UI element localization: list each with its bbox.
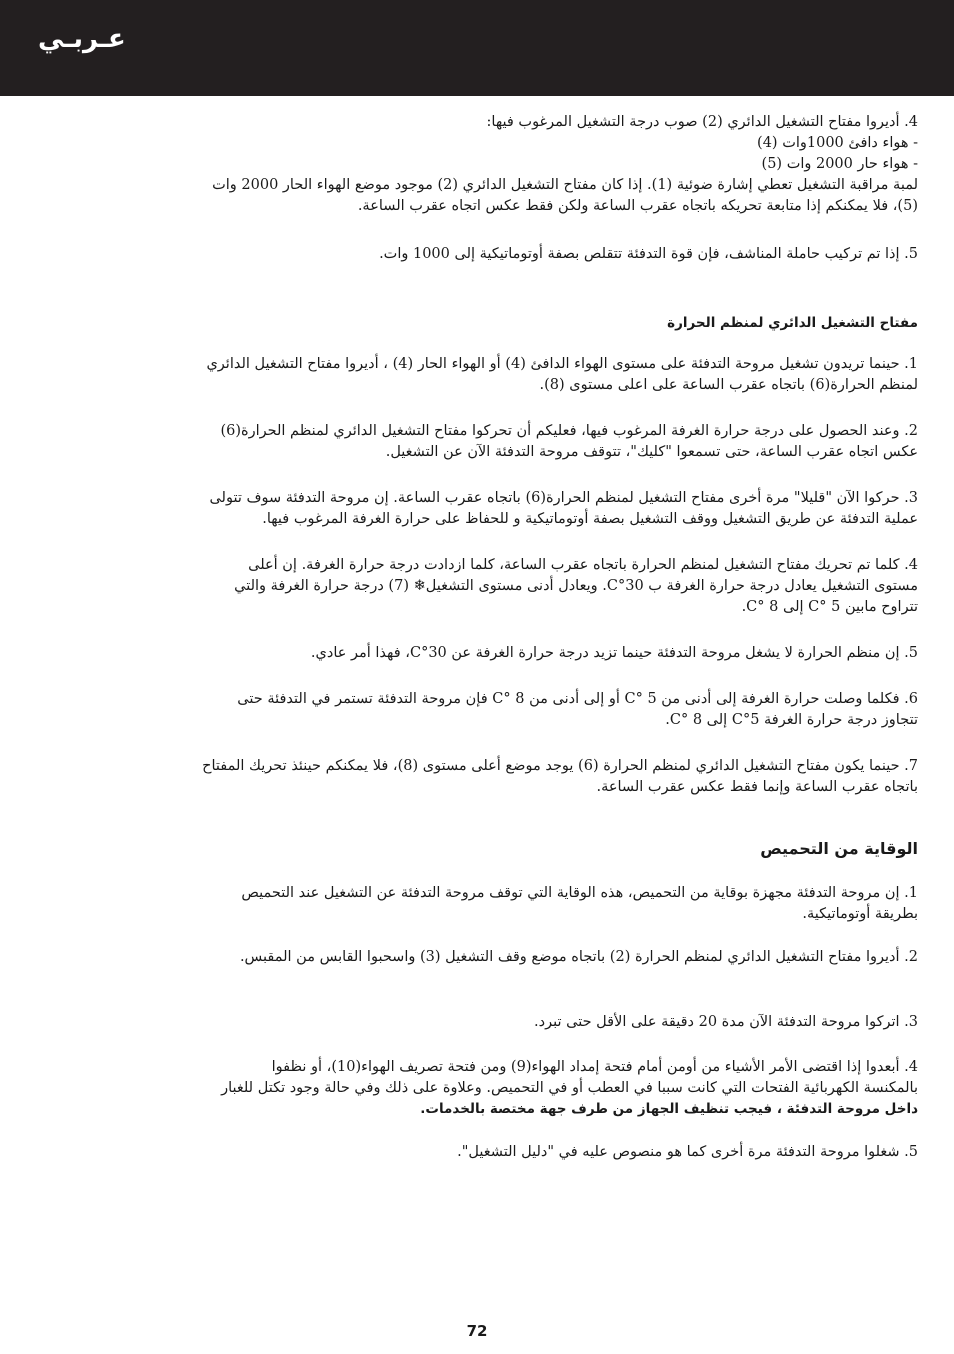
language-label: عـربـي [38,24,126,54]
th-item6-line1: 6. فكلما وصلت حرارة الغرفة إلى أدنى من 5 °C أو إلى أدنى من 8 °C فإن مروحة التدفئة تستمر في التدفئة حتى [237,691,918,707]
header-bar [0,0,954,96]
oh-item4-line1: 4. أبعدوا إذا اقتضى الأمر الأشياء من أومن أمام فتحة إمداد الهواء(9) ومن فتحة تصريف الهواء(10)، أو نظفوا [271,1059,918,1075]
th-item4-line3: تتراوح مابين 5 °C إلى 8 °C. [741,599,918,615]
oh-item5: 5. شغلوا مروحة التدفئة مرة أخرى كما هو منصوص عليه في "دليل التشغيل". [457,1144,918,1160]
th-item3-line2: عملية التدفئة عن طريق التشغيل ووقف التشغيل بصفة أوتوماتيكية و للحفاظ على حرارة الغرفة المرغوب فيها. [262,511,918,527]
s1-item4-line2: - هواء دافئ 1000وات (4) [757,135,918,151]
oh-item4-line2: بالمكنسة الكهربائية الفتحات التي كانت سببا في العطب أو في التحميص. وعلاوة على ذلك وفي حالة وجود تكتل للغبار [221,1080,918,1096]
th-item7-line2: باتجاه عقرب الساعة وإنما فقط عكس عقرب الساعة. [596,779,918,795]
th-item2-line2: عكس اتجاه عقرب الساعة، حتى تسمعوا "كليك"، تتوقف مروحة التدفئة الآن عن التشغيل. [385,444,918,460]
th-item5: 5. إن منظم الحرارة لا يشغل مروحة التدفئة حينما تزيد درجة حرارة الغرفة عن 30°C، فهذا أمر عادي. [310,645,918,661]
thermostat-title: مفتاح التشغيل الدائري لمنظم الحرارة [667,315,918,331]
page-content [190,112,918,1163]
oh-item4-line3: داخل مروحة التدفئة ، فيجب تنظيف الجهاز من طرف جهة مختصة بالخدمات. [420,1101,918,1117]
s1-item4-line3: - هواء حار 2000 وات (5) [761,156,918,172]
page-number: 72 [466,1322,488,1340]
th-item2-line1: 2. وعند الحصول على درجة حرارة الغرفة المرغوب فيها، فعليكم أن تحركوا مفتاح التشغيل الدائري لمنظم الحرارة(6) [220,423,918,439]
th-item1-line1: 1. حينما تريدون تشغيل مروحة التدفئة على مستوى الهواء الدافئ (4) أو الهواء الحار (4) ، أديروا مفتاح التشغيل الدائري [206,356,918,372]
oh-item1-line2: بطريقة أوتوماتيكية. [802,906,918,922]
s1-item5: 5. إذا تم تركيب حاملة المناشف، فإن قوة التدفئة تتقلص بصفة أوتوماتيكية إلى 1000 وات. [379,246,918,262]
oh-item2: 2. أديروا مفتاح التشغيل الدائري لمنظم الحرارة (2) باتجاه موضع وقف التشغيل (3) واسحبوا القابس من المقبس. [239,949,918,965]
s1-item4-line1: 4. أديروا مفتاح التشغيل الدائري (2) صوب درجة التشغيل المرغوب فيها: [486,114,918,130]
oh-item1-line1: 1. إن مروحة التدفئة مجهزة بوقاية من التحميص، هذه الوقاية التي توقف مروحة التدفئة عن التشغيل عند التحميص [241,885,918,901]
th-item3-line1: 3. حركوا الآن "قليلا" مرة أخرى مفتاح التشغيل لمنظم الحرارة(6) باتجاه عقرب الساعة. إن مروحة التدفئة سوف تتولى [209,490,918,506]
oh-item3: 3. اتركوا مروحة التدفئة الآن مدة 20 دقيقة على الأقل حتى تبرد. [534,1014,918,1030]
th-item6-line2: تتجاوز درجة حرارة الغرفة 5°C إلى 8 °C. [665,712,918,728]
th-item4-line2: مستوى التشغيل يعادل درجة حرارة الغرفة ب 30°C. ويعادل أدنى مستوى التشغيل❄ (7) درجة حرارة الغرفة والتي [234,578,918,594]
overheat-title: الوقاية من التحميص [760,839,918,858]
s1-item4-line5: (5)، فلا يمكنكم إذا متابعة تحريكه باتجاه عقرب الساعة ولكن فقط عكس اتجاه عقرب الساعة. [357,198,918,214]
s1-item4-line4: لمبة مراقبة التشغيل تعطي إشارة ضوئية (1). إذا كان مفتاح التشغيل الدائري (2) موجود موضع الهواء الحار 2000 وات [212,177,918,193]
th-item4-line1: 4. كلما تم تحريك مفتاح التشغيل لمنظم الحرارة باتجاه عقرب الساعة، كلما ازدادت درجة حرارة الغرفة. إن أعلى [248,557,918,573]
th-item1-line2: لمنظم الحرارة(6) باتجاه عقرب الساعة على اعلى مستوى (8). [539,377,918,393]
th-item7-line1: 7. حينما يكون مفتاح التشغيل الدائري لمنظم الحرارة (6) يوجد موضع أعلى مستوى (8)، فلا يمكنكم حينئذ تحريك المفتاح [202,758,918,774]
